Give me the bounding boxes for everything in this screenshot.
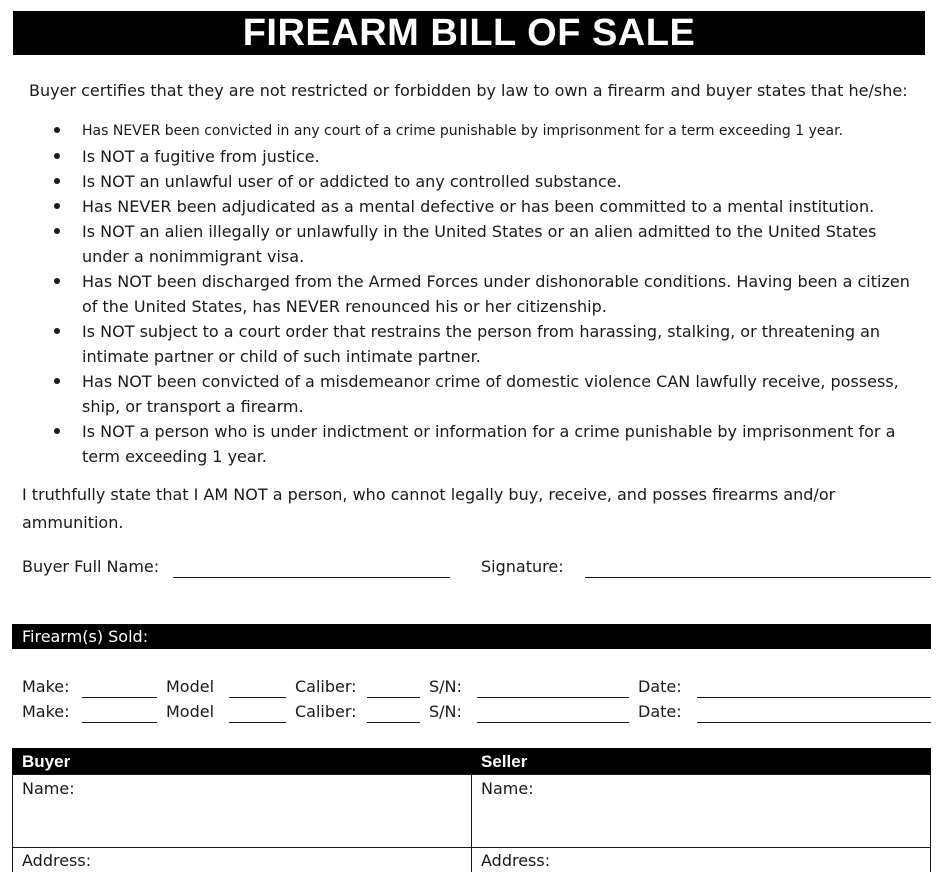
caliber-label: Caliber: bbox=[295, 702, 357, 721]
eligibility-conditions-list bbox=[0, 118, 942, 469]
date-line[interactable] bbox=[697, 722, 931, 723]
condition-item: Is NOT an alien illegally or unlawfully in the United States or an alien admitted to the United States under a nonimmigrant visa. bbox=[0, 219, 927, 269]
caliber-label: Caliber: bbox=[295, 677, 357, 696]
date-label: Date: bbox=[638, 702, 682, 721]
serial-number-line[interactable] bbox=[477, 722, 629, 723]
buyer-full-name-line[interactable] bbox=[173, 577, 450, 578]
model-line[interactable] bbox=[229, 722, 286, 723]
condition-item: Is NOT a fugitive from justice. bbox=[0, 144, 927, 169]
model-label: Model bbox=[166, 677, 215, 696]
model-line[interactable] bbox=[229, 697, 286, 698]
make-label: Make: bbox=[22, 677, 70, 696]
date-line[interactable] bbox=[697, 697, 931, 698]
make-line[interactable] bbox=[82, 697, 157, 698]
condition-item: Has NEVER been adjudicated as a mental defective or has been committed to a mental institution. bbox=[0, 194, 927, 219]
condition-item: Has NOT been discharged from the Armed Forces under dishonorable conditions. Having been a citizen of the United States, has NEVER renounced his or her citizenship. bbox=[0, 269, 927, 319]
buyer-address-label: Address: bbox=[22, 851, 92, 870]
model-label: Model bbox=[166, 702, 215, 721]
make-line[interactable] bbox=[82, 722, 157, 723]
buyer-name-label: Name: bbox=[22, 779, 75, 798]
buyer-certification-intro: Buyer certifies that they are not restricted or forbidden by law to own a firearm and buyer states that he/she: bbox=[29, 81, 908, 100]
buyer-statement: I truthfully state that I AM NOT a person, who cannot legally buy, receive, and posses firearms and/or ammunition. bbox=[22, 485, 836, 532]
seller-row-divider bbox=[472, 847, 930, 848]
caliber-line[interactable] bbox=[367, 697, 420, 698]
condition-item: Has NOT been convicted of a misdemeanor crime of domestic violence CAN lawfully receive, possess, ship, or transport a firearm. bbox=[0, 369, 927, 419]
make-label: Make: bbox=[22, 702, 70, 721]
seller-info-box[interactable] bbox=[471, 774, 931, 872]
seller-address-label: Address: bbox=[481, 851, 551, 870]
serial-number-label: S/N: bbox=[429, 702, 462, 721]
seller-header: Seller bbox=[471, 748, 931, 774]
date-label: Date: bbox=[638, 677, 682, 696]
serial-number-line[interactable] bbox=[477, 697, 629, 698]
signature-line[interactable] bbox=[585, 577, 931, 578]
condition-item: Is NOT a person who is under indictment or information for a crime punishable by imprisonment for a term exceeding 1 year. bbox=[0, 419, 927, 469]
buyer-full-name-label: Buyer Full Name: bbox=[22, 557, 160, 576]
serial-number-label: S/N: bbox=[429, 677, 462, 696]
firearms-sold-header: Firearm(s) Sold: bbox=[12, 624, 931, 649]
buyer-info-box[interactable] bbox=[12, 774, 472, 872]
buyer-header: Buyer bbox=[12, 748, 472, 774]
condition-item: Is NOT an unlawful user of or addicted to any controlled substance. bbox=[0, 169, 927, 194]
seller-name-label: Name: bbox=[481, 779, 534, 798]
signature-label: Signature: bbox=[481, 557, 564, 576]
caliber-line[interactable] bbox=[367, 722, 420, 723]
condition-item: Is NOT subject to a court order that restrains the person from harassing, stalking, or threatening an intimate partner or child of such intimate partner. bbox=[0, 319, 927, 369]
condition-item: Has NEVER been convicted in any court of a crime punishable by imprisonment for a term exceeding 1 year. bbox=[0, 118, 927, 144]
form-title: FIREARM BILL OF SALE bbox=[13, 11, 925, 55]
buyer-row-divider bbox=[13, 847, 471, 848]
